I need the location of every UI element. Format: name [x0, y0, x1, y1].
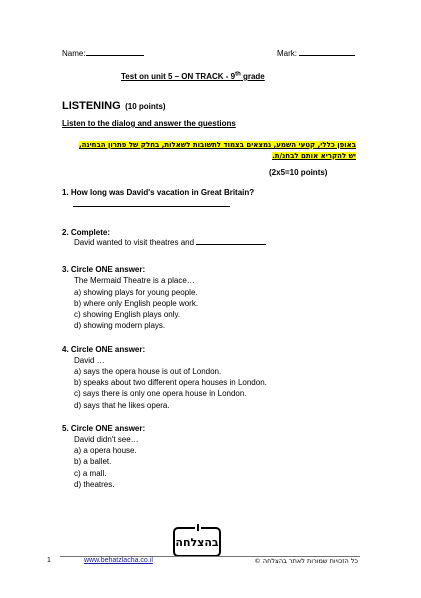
- behatzlacha-logo: בהצלחה: [173, 527, 221, 557]
- logo-mark-icon: [195, 524, 201, 531]
- question-2-text: David wanted to visit theatres and: [74, 238, 266, 247]
- question-3-option-d[interactable]: d) showing modern plays.: [74, 321, 166, 330]
- question-4-option-d[interactable]: d) says that he likes opera.: [74, 401, 170, 410]
- mark-blank[interactable]: [299, 55, 355, 56]
- question-5-title: 5. Circle ONE answer:: [62, 424, 146, 433]
- question-3-title: 3. Circle ONE answer:: [62, 265, 146, 274]
- question-4-stem: David …: [74, 356, 105, 365]
- website-link[interactable]: www.behatzlacha.co.il: [84, 557, 153, 564]
- mark-field: [277, 49, 355, 58]
- instruction: Listen to the dialog and answer the questions: [62, 119, 236, 128]
- copyright-text: כל הזכויות שמורות לאתר בהצלחה ©: [254, 557, 358, 565]
- question-5-option-d[interactable]: d) theatres.: [74, 480, 115, 489]
- question-4-option-b[interactable]: b) speaks about two different opera houses in London.: [74, 378, 267, 387]
- question-2-title: 2. Complete:: [62, 228, 111, 237]
- question-5-option-c[interactable]: c) a mall.: [74, 469, 107, 478]
- question-5-option-a[interactable]: a) a opera house.: [74, 446, 137, 455]
- name-label: Name:: [62, 49, 86, 58]
- question-5-stem: David didn't see…: [74, 435, 139, 444]
- name-blank[interactable]: [86, 55, 144, 56]
- question-3-option-c[interactable]: c) showing English plays only.: [74, 310, 181, 319]
- section-heading: LISTENING (10 points): [62, 100, 166, 112]
- question-4-option-a[interactable]: a) says the opera house is out of London.: [74, 367, 222, 376]
- hebrew-note: באופן כללי, קטעי השמע, נמצאים בצמוד לתשובות לשאלות, בחלק של פתרון הבחינה, יש להקריא אותם לבחנ/ת.: [78, 141, 356, 160]
- question-5-option-b[interactable]: b) a ballet.: [74, 457, 112, 466]
- score-label: (2x5=10 points): [269, 168, 328, 177]
- question-3-stem: The Mermaid Theatre is a place…: [74, 276, 195, 285]
- question-1: 1. How long was David's vacation in Great Britain?: [62, 188, 255, 197]
- question-1-answer-line[interactable]: [73, 206, 230, 207]
- question-3-option-b[interactable]: b) where only English people work.: [74, 299, 199, 308]
- question-2-blank[interactable]: [196, 244, 266, 245]
- question-4-title: 4. Circle ONE answer:: [62, 345, 146, 354]
- question-3-option-a[interactable]: a) showing plays for young people.: [74, 288, 198, 297]
- question-4-option-c[interactable]: c) says there is only one opera house in London.: [74, 389, 247, 398]
- name-field: [62, 49, 144, 58]
- test-title: Test on unit 5 – ON TRACK - 9th grade: [121, 71, 265, 81]
- page-number: 1: [47, 557, 51, 564]
- mark-label: Mark:: [277, 49, 297, 58]
